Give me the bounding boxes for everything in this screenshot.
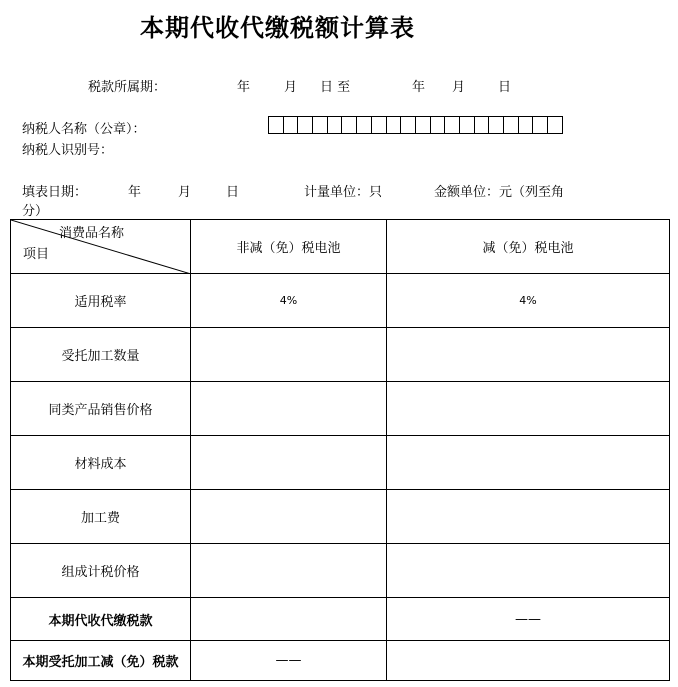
row-label: 组成计税价格 [11, 544, 191, 598]
cell-non-exempt[interactable] [191, 490, 387, 544]
row-label: 加工费 [11, 490, 191, 544]
id-digit-box[interactable] [460, 116, 475, 134]
taxpayer-id-label: 纳税人识别号： [22, 143, 114, 158]
period-label: 税款所属期： [88, 80, 167, 95]
cell-exempt[interactable] [387, 490, 670, 544]
id-digit-box[interactable] [533, 116, 548, 134]
cell-exempt: —— [387, 598, 670, 641]
tax-calculation-table [10, 219, 670, 681]
cell-non-exempt[interactable] [191, 544, 387, 598]
table-row [11, 598, 670, 641]
row-label: 适用税率 [11, 274, 191, 328]
id-digit-box[interactable] [269, 116, 284, 134]
id-digit-box[interactable] [298, 116, 313, 134]
period-year-start: 年 [237, 80, 251, 95]
cell-exempt[interactable] [387, 436, 670, 490]
cell-exempt[interactable] [387, 544, 670, 598]
header-col-exempt: 减（免）税电池 [387, 220, 670, 274]
id-digit-box[interactable] [387, 116, 402, 134]
cell-exempt[interactable]: 4% [387, 274, 670, 328]
table-row [11, 436, 670, 490]
taxpayer-id-boxes[interactable] [268, 116, 563, 134]
cell-non-exempt[interactable]: 4% [191, 274, 387, 328]
amount-unit: 金额单位：元（列至角 [434, 185, 565, 200]
id-digit-box[interactable] [416, 116, 431, 134]
id-digit-box[interactable] [328, 116, 343, 134]
id-digit-box[interactable] [475, 116, 490, 134]
id-digit-box[interactable] [372, 116, 387, 134]
taxpayer-name-label: 纳税人名称（公章）： [22, 122, 146, 137]
id-digit-box[interactable] [431, 116, 446, 134]
header-product-name: 消费品名称 [59, 226, 125, 241]
row-label: 本期代收代缴税款 [11, 598, 191, 641]
id-digit-box[interactable] [342, 116, 357, 134]
id-digit-box[interactable] [313, 116, 328, 134]
id-digit-box[interactable] [284, 116, 299, 134]
row-label: 本期受托加工减（免）税款 [11, 641, 191, 681]
cell-non-exempt: —— [191, 641, 387, 681]
row-label: 材料成本 [11, 436, 191, 490]
fill-date-day: 日 [226, 185, 240, 200]
id-digit-box[interactable] [489, 116, 504, 134]
table-row [11, 641, 670, 681]
fill-date-year: 年 [128, 185, 142, 200]
period-month-start: 月 [284, 80, 298, 95]
diagonal-header-cell [11, 220, 191, 274]
cell-exempt[interactable] [387, 328, 670, 382]
table-row [11, 328, 670, 382]
period-year-end: 年 [412, 80, 426, 95]
amount-unit-cont: 分） [22, 204, 49, 219]
cell-non-exempt[interactable] [191, 382, 387, 436]
cell-exempt[interactable] [387, 641, 670, 681]
id-digit-box[interactable] [519, 116, 534, 134]
id-digit-box[interactable] [548, 116, 563, 134]
period-month-end: 月 [452, 80, 466, 95]
id-digit-box[interactable] [445, 116, 460, 134]
cell-non-exempt[interactable] [191, 328, 387, 382]
header-item: 项目 [23, 247, 50, 262]
row-label: 受托加工数量 [11, 328, 191, 382]
period-day-start: 日 至 [320, 80, 351, 95]
page-title: 本期代收代缴税额计算表 [140, 14, 415, 42]
id-digit-box[interactable] [357, 116, 372, 134]
id-digit-box[interactable] [504, 116, 519, 134]
cell-non-exempt[interactable] [191, 598, 387, 641]
period-day-end: 日 [498, 80, 512, 95]
row-label: 同类产品销售价格 [11, 382, 191, 436]
quantity-unit: 计量单位：只 [304, 185, 383, 200]
fill-date-label: 填表日期： [22, 185, 88, 200]
table-row [11, 274, 670, 328]
table-row [11, 490, 670, 544]
table-row [11, 544, 670, 598]
fill-date-month: 月 [178, 185, 192, 200]
cell-non-exempt[interactable] [191, 436, 387, 490]
table-row [11, 382, 670, 436]
id-digit-box[interactable] [401, 116, 416, 134]
cell-exempt[interactable] [387, 382, 670, 436]
header-col-non-exempt: 非减（免）税电池 [191, 220, 387, 274]
